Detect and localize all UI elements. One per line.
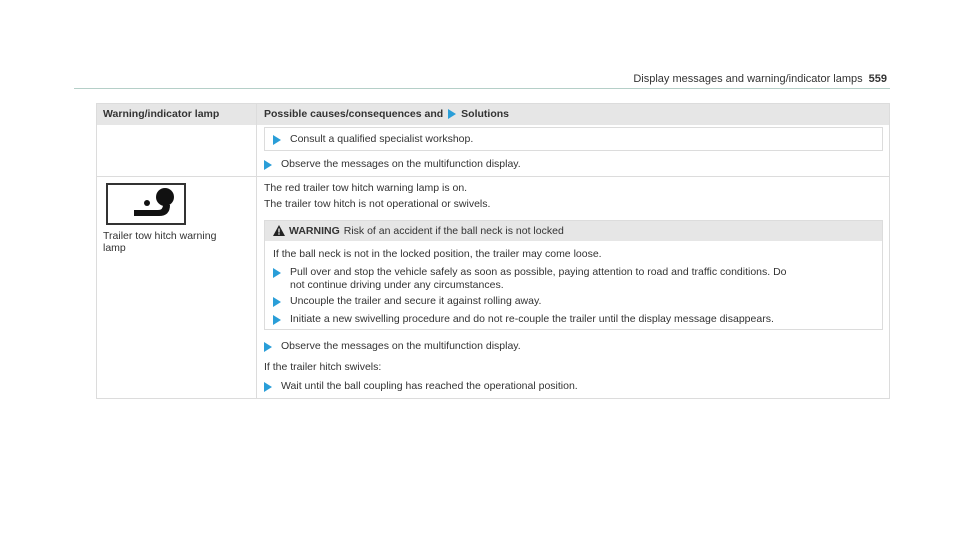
solution-arrow-icon bbox=[448, 109, 456, 119]
step-observe-messages-2 bbox=[264, 340, 521, 353]
column-header-solutions-label: Solutions bbox=[461, 108, 510, 120]
step-text: Observe the messages on the multifunction display. bbox=[281, 340, 521, 352]
page-number: 559 bbox=[868, 73, 887, 85]
warning-header bbox=[265, 221, 882, 241]
lamp-label-line2: lamp bbox=[103, 242, 126, 254]
step-arrow-icon bbox=[273, 297, 281, 307]
column-divider bbox=[256, 104, 257, 398]
warning-triangle-icon bbox=[273, 225, 285, 236]
step-text bbox=[290, 266, 787, 292]
step-text: Initiate a new swivelling procedure and do not re-couple the trailer until the display message disappears. bbox=[290, 313, 774, 325]
warning-box bbox=[264, 220, 883, 330]
warning-step-swivel bbox=[273, 313, 774, 326]
cause-not-operational: The trailer tow hitch is not operational or swivels. bbox=[264, 198, 491, 210]
warning-step-pull-over bbox=[273, 266, 787, 292]
condition-text: If the trailer hitch swivels: bbox=[264, 361, 382, 373]
warning-text: If the ball neck is not in the locked position, the trailer may come loose. bbox=[273, 248, 602, 260]
row-divider bbox=[97, 176, 889, 177]
warning-step-uncouple bbox=[273, 295, 541, 308]
step-text: Uncouple the trailer and secure it against rolling away. bbox=[290, 295, 542, 307]
step-arrow-icon bbox=[273, 268, 281, 278]
warning-lamp-table bbox=[96, 103, 890, 399]
continued-step-box bbox=[264, 127, 883, 151]
lamp-label bbox=[103, 230, 216, 254]
warning-title bbox=[289, 225, 564, 237]
header-divider bbox=[74, 88, 890, 89]
column-header-causes bbox=[264, 108, 509, 120]
warning-label: WARNING bbox=[289, 225, 340, 237]
step-consult-specialist bbox=[273, 133, 473, 146]
step-text-line2: not continue driving under any circumstances. bbox=[290, 279, 504, 291]
step-arrow-icon bbox=[273, 315, 281, 325]
table-header bbox=[97, 104, 889, 125]
step-text: Wait until the ball coupling has reached the operational position. bbox=[281, 380, 578, 392]
page-header bbox=[633, 73, 887, 85]
step-arrow-icon bbox=[264, 342, 272, 352]
step-arrow-icon bbox=[264, 160, 272, 170]
trailer-hitch-icon bbox=[106, 183, 186, 225]
lamp-label-line1: Trailer tow hitch warning bbox=[103, 230, 217, 242]
step-text: Consult a qualified specialist workshop. bbox=[290, 133, 474, 145]
step-text: Observe the messages on the multifunction display. bbox=[281, 158, 521, 170]
step-wait-coupling bbox=[264, 380, 578, 393]
warning-title-text: Risk of an accident if the ball neck is not locked bbox=[343, 225, 564, 237]
cause-lamp-on: The red trailer tow hitch warning lamp is on. bbox=[264, 182, 468, 194]
page-header-title: Display messages and warning/indicator lamps bbox=[633, 73, 863, 85]
step-observe-messages-1 bbox=[264, 158, 521, 171]
column-header-causes-label: Possible causes/consequences and bbox=[264, 108, 444, 120]
step-arrow-icon bbox=[273, 135, 281, 145]
step-arrow-icon bbox=[264, 382, 272, 392]
step-text-line1: Pull over and stop the vehicle safely as soon as possible, paying attention to road and traffic conditions. Do bbox=[290, 266, 787, 278]
column-header-lamp: Warning/indicator lamp bbox=[103, 108, 220, 120]
